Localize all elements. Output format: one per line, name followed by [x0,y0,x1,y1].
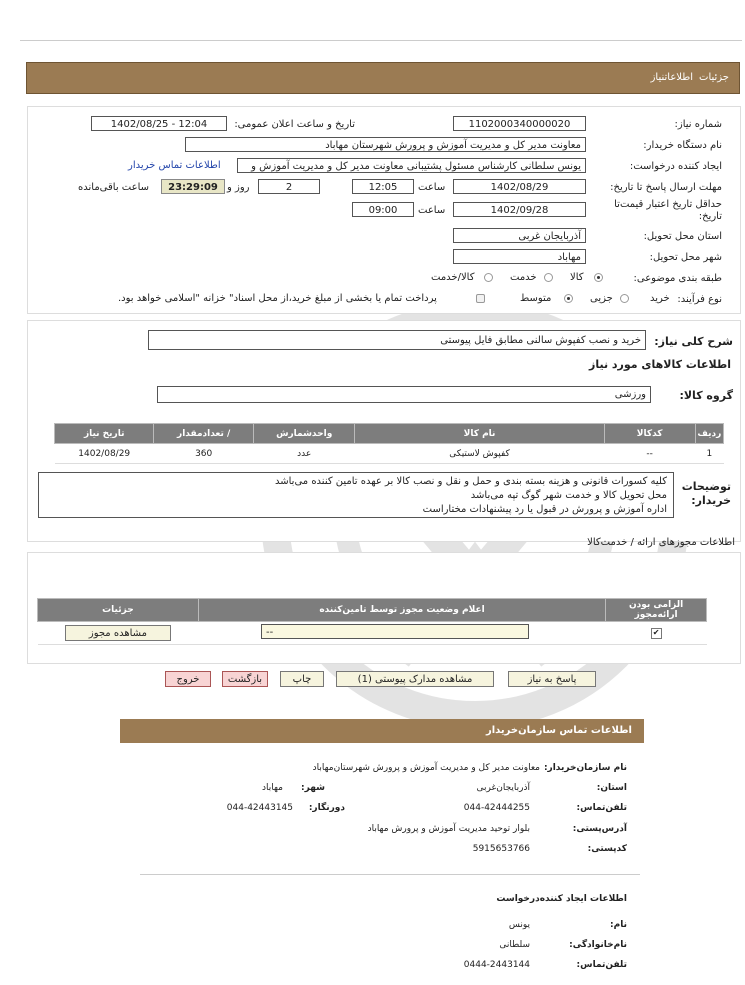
summary-label: شرح کلی نیاز: [654,335,733,348]
buyer-notes-label-1: توضیحات [681,480,731,493]
process-small-label: جزیی [590,293,613,304]
permits-table-header [38,599,707,622]
summary-field: خرید و نصب کفپوش سالنی مطابق فایل پیوستی [148,330,646,350]
address-value: بلوار توحید مدیریت آموزش و پرورش مهاباد [367,824,530,834]
permits-title: اطلاعات مجوزهای ارائه / خدمت‌کالا [587,537,735,548]
process-label: نوع فرآیند: [677,294,722,305]
th-permit-status: اعلام وضعیت مجوز توسط تامین‌کننده [198,599,605,622]
postal-value: 5915653766 [472,844,530,854]
contact-divider [140,874,640,875]
category-both-radio[interactable] [484,273,493,282]
permit-required-cell [606,622,707,645]
tab-details[interactable]: جزئیات [699,72,729,83]
category-goods-label: کالا [570,272,584,283]
validity-label-1: حداقل تاریخ اعتبار قیمت‌تا [614,199,722,210]
deadline-hour-label: ساعت [418,182,446,193]
deadline-label: مهلت ارسال پاسخ تا تاریخ: [610,182,722,193]
creator-title: اطلاعات ایجاد کننده‌درخواست [496,894,627,904]
need-number-label: شماره نیاز: [674,119,722,130]
province-label: استان محل تحویل: [643,231,722,242]
contact-phone-value: 044-42444255 [463,803,530,813]
org-value: معاونت مدیر کل و مدیریت آموزش و پرورش شهرستان‌مهاباد [312,763,540,773]
contact-city-value: مهاباد [262,783,283,793]
goods-info-title: اطلاعات کالاهای مورد نیاز [589,358,731,371]
days-label: روز و [227,182,250,193]
process-small-radio[interactable] [620,294,629,303]
permit-status-field: -- [261,624,529,639]
buyer-note-line: اداره آموزش و پرورش در قبول یا رد پیشنهادات مختاراست [422,504,667,515]
permits-table [37,598,707,645]
th-permit-required: الزامی بودن ارائه‌مجوز [606,599,707,622]
validity-time-field: 09:00 [352,202,414,217]
days-field: 2 [258,179,320,194]
exit-button[interactable]: خروج [165,671,211,687]
creator-family-value: سلطانی [499,940,530,950]
province-field: آذربایجان غربی [453,228,586,243]
validity-hour-label: ساعت [418,205,446,216]
creator-field: یونس سلطانی کارشناس مسئول پشتیبانی معاونت مدیر کل و مدیریت آموزش و [237,158,586,173]
buyer-note-line: محل تحویل کالا و خدمت شهر گوگ تپه می‌باشد [470,490,667,501]
reply-button[interactable]: پاسخ به نیاز [508,671,596,687]
contact-header-title: اطلاعات تماس سازمان‌خریدار [485,725,632,736]
th-row: ردیف [695,424,723,444]
cell-row: 1 [695,444,723,464]
back-button[interactable]: بازگشت [222,671,268,687]
group-field: ورزشی [157,386,651,403]
permit-required-checkbox: ✔ [651,628,662,639]
category-service-radio[interactable] [544,273,553,282]
th-item-code: کدکالا [604,424,695,444]
buyer-notes-label-2: خریدار: [691,494,731,507]
th-item-name: نام کالا [355,424,604,444]
cell-item-code: -- [604,444,695,464]
buyer-label: نام دستگاه خریدار: [643,140,722,151]
creator-name-value: یونس [508,920,530,930]
deadline-time-field: 12:05 [352,179,414,194]
cell-item-name: کفپوش لاستیکی [355,444,604,464]
top-divider [20,40,742,41]
address-label: آدرس‌پستی: [572,824,627,834]
page-header-bar [26,62,740,94]
need-number-field: 1102000340000020 [453,116,586,131]
cell-quantity: 360 [154,444,253,464]
attachments-button[interactable]: مشاهده مدارک پیوستی (1) [336,671,494,687]
buyer-note-line: کلیه کسورات قانونی و هزینه بسته بندی و حمل و نقل و نصب کالا بر عهده تامین کننده می‌باشد [274,476,667,487]
contact-fax-value: 044-42443145 [226,803,293,813]
city-field: مهاباد [453,249,586,264]
contact-city-label: شهر: [301,783,325,793]
process-medium-radio[interactable] [564,294,573,303]
tab-need-info[interactable]: اطلاعاتنیاز [650,72,693,83]
cell-unit: عدد [253,444,355,464]
category-service-label: خدمت [510,272,537,283]
treasury-payment-checkbox[interactable] [476,294,485,303]
contact-province-label: استان: [596,783,627,793]
validity-label-2: تاریخ: [698,211,722,222]
contact-fax-label: دورنگار: [308,803,345,813]
permit-status-cell [198,622,605,645]
th-quantity: تعدادمقدار / [154,424,253,444]
table-row[interactable] [55,444,724,464]
buyer-contact-link[interactable]: اطلاعات تماس خریدار [128,160,221,171]
org-label: نام سازمان‌خریدار: [543,763,627,773]
category-goods-radio[interactable] [594,273,603,282]
creator-label: ایجاد کننده درخواست: [629,161,722,172]
buyer-notes-box [38,472,674,518]
announce-field: 1402/08/25 - 12:04 [91,116,227,131]
permit-details-cell [38,622,199,645]
print-button[interactable]: چاپ [280,671,324,687]
category-label: طبقه بندی موضوعی: [633,273,722,284]
treasury-payment-note: پرداخت تمام یا بخشی از مبلغ خرید،از محل اسناد" خزانه "اسلامی خواهد بود. [118,293,437,304]
creator-phone-value: 0444-2443144 [463,960,530,970]
contact-phone-label: تلفن‌تماس: [576,803,627,813]
validity-date-field: 1402/09/28 [453,202,586,217]
table-row [38,622,707,645]
buyer-field: معاونت مدیر کل و مدیریت آموزش و پرورش شهرستان مهاباد [185,137,586,152]
creator-family-label: نام‌خانوادگی: [569,940,627,950]
process-buy-label: خرید [650,293,670,304]
city-label: شهر محل تحویل: [649,252,722,263]
th-permit-details: جزئیات [38,599,199,622]
remaining-time-field: 23:29:09 [161,179,225,194]
postal-label: کدپستی: [587,844,627,854]
contact-province-value: آذربایجان‌غربی [476,783,530,793]
view-permit-button[interactable]: مشاهده مجوز [65,625,171,641]
remaining-label: ساعت باقی‌مانده [78,182,150,193]
group-label: گروه کالا: [679,389,733,402]
cell-need-date: 1402/08/29 [55,444,154,464]
deadline-date-field: 1402/08/29 [453,179,586,194]
category-both-label: کالا/خدمت [431,272,475,283]
contact-header-bar [120,719,644,743]
process-medium-label: متوسط [520,293,552,304]
th-unit: واحدشمارش [253,424,355,444]
goods-table [54,423,724,464]
creator-name-label: نام: [610,920,627,930]
creator-phone-label: تلفن‌تماس: [576,960,627,970]
th-need-date: تاریخ نیاز [55,424,154,444]
goods-table-header [55,424,724,444]
announce-label: تاریخ و ساعت اعلان عمومی: [234,119,355,130]
